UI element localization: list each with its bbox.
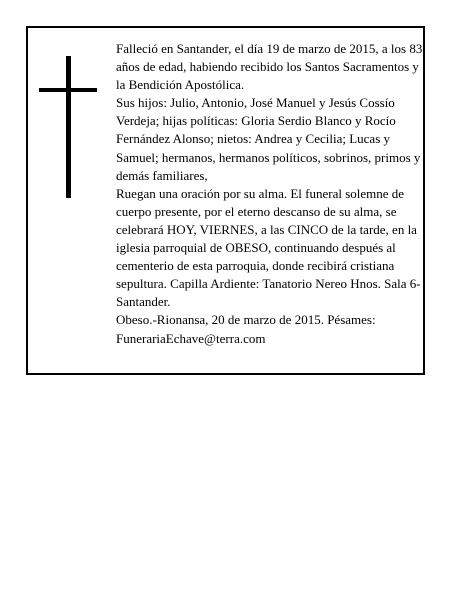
family-list: Sus hijos: Julio, Antonio, José Manuel y Jesús Cossío Verdeja; hijas políticas: Gloria Serdio Blanco y Rocío Fernández Alonso; nietos: Andrea y Cecilia; Lucas y Samuel; hermanos, hermanos políticos, sobrinos, primos y demás familiares, [116, 95, 421, 183]
death-announcement: Falleció en Santander, el día 19 de marzo de 2015, a los 83 años de edad, habiendo recibido los Santos Sacramentos y la Bendición Apostólica. [116, 41, 423, 93]
place-date-condolences: Obeso.-Rionansa, 20 de marzo de 2015. Pésames: FunerariaEchave@terra.com [116, 312, 376, 346]
cross-horizontal-bar [39, 88, 97, 92]
cross-vertical-bar [66, 56, 71, 198]
latin-cross-icon [39, 56, 97, 198]
funeral-details: Ruegan una oración por su alma. El funeral solemne de cuerpo presente, por el eterno descanso de su alma, se celebrará HOY, VIERNES, a las CINCO de la tarde, en la iglesia parroquial de OBESO, continuando después al cementerio de esta parroquia, donde recibirá cristiana sepultura. Capilla Ardiente: Tanatorio Nereo Hnos. Sala 6-Santander. [116, 185, 421, 310]
notice-text [116, 40, 424, 348]
obituary-notice [26, 26, 425, 375]
